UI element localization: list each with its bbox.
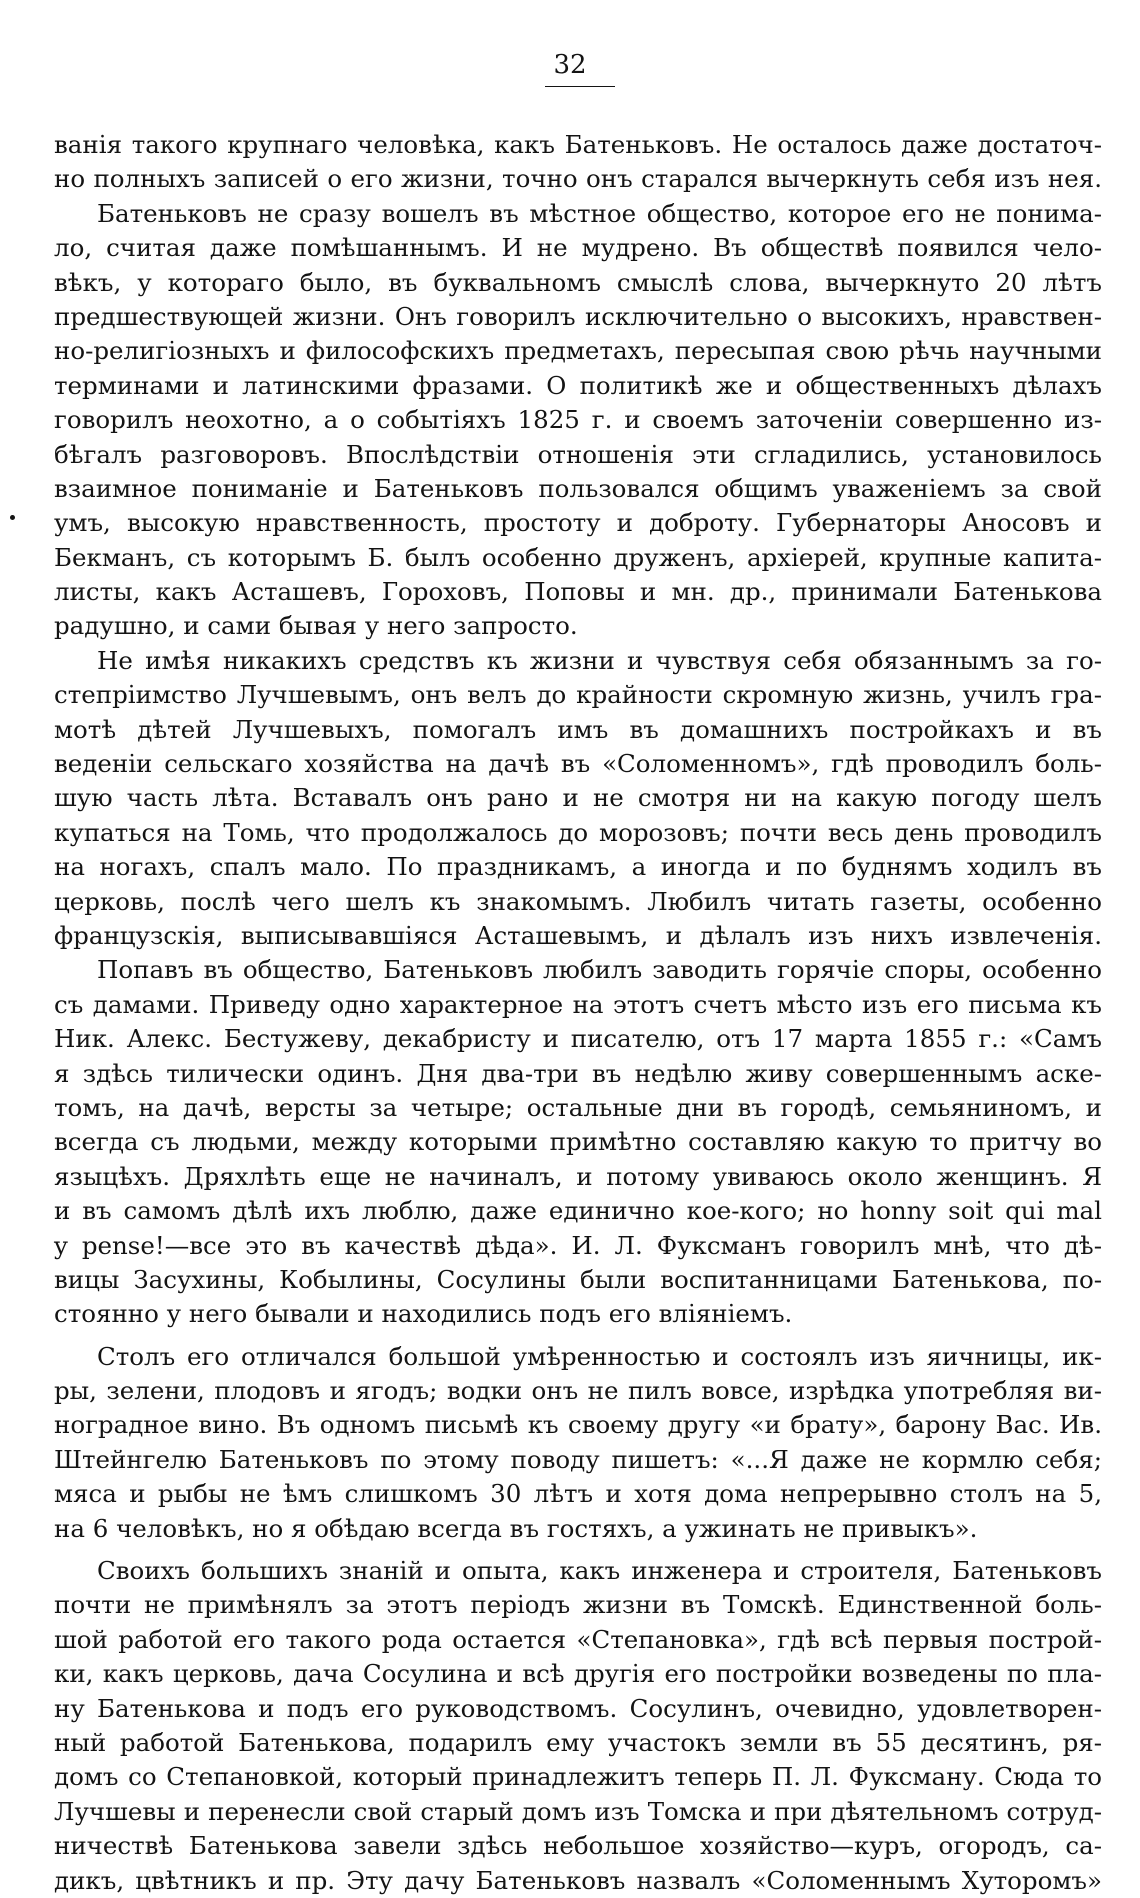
text-line: домъ со Степановкой, который принадлежитъ теперь П. Л. Фуксману. Сюда то — [54, 1762, 1102, 1792]
text-line: я здѣсь тилически одинъ. Дня два-три въ недѣлю живу совершеннымъ аске- — [54, 1058, 1102, 1088]
text-line: дикъ, цвѣтникъ и пр. Эту дачу Батеньковъ назвалъ «Соломеннымъ Хуторомъ» — [54, 1865, 1102, 1895]
text-line: но-религіозныхъ и философскихъ предметахъ, пересыпая свою рѣчь научными — [54, 336, 1102, 366]
text-line: Не имѣя никакихъ средствъ къ жизни и чувствуя себя обязаннымъ за го- — [97, 645, 1102, 675]
text-line: бѣгалъ разговоровъ. Впослѣдствіи отношенія эти сгладились, установилось — [54, 439, 1102, 469]
text-line: всегда съ людьми, между которыми примѣтно составляю какую то притчу во — [54, 1127, 1102, 1157]
text-line: ки, какъ церковь, дача Сосулина и всѣ другія его постройки возведены по пла- — [54, 1659, 1102, 1689]
text-line: Своихъ большихъ знаній и опыта, какъ инженера и строителя, Батеньковъ — [97, 1556, 1102, 1586]
text-line: Батеньковъ не сразу вошелъ въ мѣстное общество, которое его не понима- — [97, 198, 1102, 228]
text-line: вицы Засухины, Кобылины, Сосулины были воспитанницами Батенькова, по- — [54, 1264, 1102, 1294]
text-line: ный работой Батенькова, подарилъ ему участокъ земли въ 55 десятинъ, ря- — [54, 1727, 1102, 1757]
text-line: Лучшевы и перенесли свой старый домъ изъ Томска и при дѣятельномъ сотруд- — [54, 1796, 1102, 1826]
text-line: Ник. Алекс. Бестужеву, декабристу и писателю, отъ 17 марта 1855 г.: «Самъ — [54, 1024, 1102, 1054]
text-line: на 6 человѣкъ, но я обѣдаю всегда въ гостяхъ, а ужинать не привыкъ». — [54, 1513, 978, 1543]
text-line: мотѣ дѣтей Лучшевыхъ, помогалъ имъ въ домашнихъ постройкахъ и въ — [54, 714, 1102, 744]
text-line: терминами и латинскими фразами. О политикѣ же и общественныхъ дѣлахъ — [54, 370, 1102, 400]
margin-speck — [10, 515, 15, 520]
text-line: купаться на Томь, что продолжалось до морозовъ; почти весь день проводилъ — [54, 817, 1102, 847]
text-line: языцѣхъ. Дряхлѣть еще не начиналъ, и потому увиваюсь около женщинъ. Я — [54, 1161, 1102, 1191]
text-line: ры, зелени, плодовъ и ягодъ; водки онъ не пилъ вовсе, изрѣдка употребляя ви- — [54, 1376, 1102, 1406]
text-line: на ногахъ, спалъ мало. По праздникамъ, а иногда и по буднямъ ходилъ въ — [54, 852, 1102, 882]
text-line: листы, какъ Асташевъ, Гороховъ, Поповы и мн. др., принимали Батенькова — [54, 577, 1102, 607]
text-line: веденіи сельскаго хозяйства на дачѣ въ «Соломенномъ», гдѣ проводилъ боль- — [54, 749, 1102, 779]
text-line: ноградное вино. Въ одномъ письмѣ къ своему другу «и брату», барону Вас. Ив. — [54, 1410, 1102, 1440]
text-line: Столъ его отличался большой умѣренностью и состоялъ изъ яичницы, ик- — [97, 1341, 1102, 1371]
text-line: ну Батенькова и подъ его руководствомъ. Сосулинъ, очевидно, удовлетворен- — [54, 1693, 1102, 1723]
text-line: взаимное пониманіе и Батеньковъ пользовался общимъ уваженіемъ за свой — [54, 473, 1102, 503]
text-line: шой работой его такого рода остается «Степановка», гдѣ всѣ первыя построй- — [54, 1624, 1102, 1654]
text-line: Попавъ въ общество, Батеньковъ любилъ заводить горячіе споры, особенно — [97, 955, 1102, 985]
text-line: умъ, высокую нравственность, простоту и доброту. Губернаторы Аносовъ и — [54, 508, 1102, 538]
text-line: говорилъ неохотно, а о событіяхъ 1825 г. и своемъ заточеніи совершенно из- — [54, 405, 1102, 435]
text-line: но полныхъ записей о его жизни, точно онъ старался вычеркнуть себя изъ нея. — [54, 164, 1102, 194]
body-text — [54, 128, 1102, 1898]
text-line: стоянно у него бывали и находились подъ его вліяніемъ. — [54, 1299, 793, 1329]
text-line: шую часть лѣта. Вставалъ онъ рано и не смотря ни на какую погоду шелъ — [54, 783, 1102, 813]
text-line: ванія такого крупнаго человѣка, какъ Батеньковъ. Не осталось даже достаточ- — [54, 130, 1102, 159]
text-line: съ дамами. Приведу одно характерное на этотъ счетъ мѣсто изъ его письма къ — [54, 989, 1102, 1019]
page-number-rule — [545, 86, 615, 87]
text-line: церковь, послѣ чего шелъ къ знакомымъ. Любилъ читать газеты, особенно — [54, 886, 1102, 916]
text-line: французскія, выписывавшіяся Асташевымъ, и дѣлалъ изъ нихъ извлеченія. — [54, 920, 1102, 950]
text-line: радушно, и сами бывая у него запросто. — [54, 611, 578, 641]
text-line: Бекманъ, съ которымъ Б. былъ особенно друженъ, архіерей, крупные капита- — [54, 542, 1102, 572]
text-line: ло, считая даже помѣшаннымъ. И не мудрено. Въ обществѣ появился чело- — [54, 233, 1102, 263]
page-number: 32 — [553, 50, 587, 80]
text-line: степріимство Лучшевымъ, онъ велъ до крайности скромную жизнь, училъ гра- — [54, 680, 1102, 710]
text-line: и въ самомъ дѣлѣ ихъ люблю, даже единично кое-кого; но honny soit qui mal — [54, 1196, 1102, 1226]
text-line: Штейнгелю Батеньковъ по этому поводу пишетъ: «...Я даже не кормлю себя; — [54, 1444, 1102, 1474]
text-line: вѣкъ, у котораго было, въ буквальномъ смыслѣ слова, вычеркнуто 20 лѣтъ — [54, 267, 1102, 297]
text-line: почти не примѣнялъ за этотъ періодъ жизни въ Томскѣ. Единственной боль- — [54, 1590, 1102, 1620]
text-line: томъ, на дачѣ, версты за четыре; остальные дни въ городѣ, семьяниномъ, и — [54, 1092, 1102, 1122]
text-line: y pense!—все это въ качествѣ дѣда». И. Л. Фуксманъ говорилъ мнѣ, что дѣ- — [54, 1230, 1102, 1260]
text-line: ничествѣ Батенькова завели здѣсь небольшое хозяйство—куръ, огородъ, са- — [54, 1831, 1102, 1861]
text-line: предшествующей жизни. Онъ говорилъ исключительно о высокихъ, нравствен- — [54, 301, 1102, 331]
text-line: мяса и рыбы не ѣмъ слишкомъ 30 лѣтъ и хотя дома непрерывно столъ на 5, — [54, 1479, 1102, 1509]
